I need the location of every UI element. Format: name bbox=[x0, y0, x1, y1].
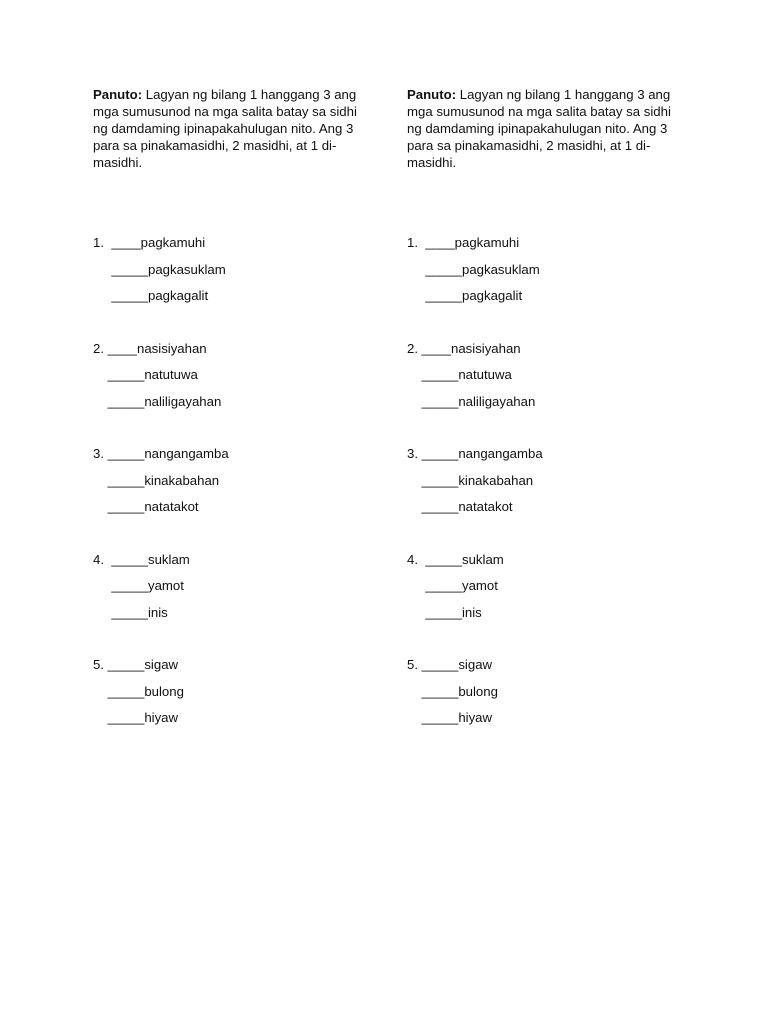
item-line: 2. ____nasisiyahan bbox=[93, 340, 207, 356]
item-line: _____natatakot bbox=[407, 499, 513, 514]
item-line: _____natutuwa bbox=[93, 367, 198, 382]
item-line: 5. _____sigaw bbox=[93, 657, 179, 672]
item-line: _____kinakabahan bbox=[93, 472, 220, 488]
item-line: 2. ____nasisiyahan bbox=[407, 340, 521, 356]
item-line: _____inis bbox=[93, 604, 168, 620]
worksheet-column-left bbox=[93, 86, 363, 763]
item-line: _____naliligayahan bbox=[407, 393, 536, 409]
item-line: _____hiyaw bbox=[407, 710, 493, 725]
item-line: _____bulong bbox=[407, 683, 498, 699]
item-line: _____pagkagalit bbox=[93, 288, 209, 303]
item-line: _____naliligayahan bbox=[93, 393, 222, 409]
item-line: _____bulong bbox=[93, 683, 184, 699]
item-line: _____kinakabahan bbox=[407, 472, 534, 488]
item-group-1 bbox=[93, 235, 363, 315]
item-line: _____natutuwa bbox=[407, 367, 512, 382]
item-list bbox=[407, 235, 677, 737]
item-group-4 bbox=[93, 552, 363, 632]
item-group-3 bbox=[93, 446, 363, 526]
instruction-text: Lagyan ng bilang 1 hanggang 3 ang mga sumusunod na mga salita batay sa sidhi ng damdaming ipinapakahulugan nito. Ang 3 para sa pinakamasidhi, 2 masidhi, at 1 di-masidhi. bbox=[407, 87, 671, 170]
item-line: 3. _____nangangamba bbox=[93, 446, 229, 461]
instructions bbox=[407, 86, 677, 171]
item-line: _____pagkasuklam bbox=[407, 261, 540, 277]
item-group-4 bbox=[407, 552, 677, 632]
instructions bbox=[93, 86, 363, 171]
item-line: 5. _____sigaw bbox=[407, 657, 493, 672]
item-group-5 bbox=[407, 657, 677, 737]
item-line: _____natatakot bbox=[93, 499, 199, 514]
item-line: 4. _____suklam bbox=[407, 551, 504, 567]
instruction-label: Panuto: bbox=[93, 87, 143, 102]
item-list bbox=[93, 235, 363, 737]
item-line: _____pagkasuklam bbox=[93, 261, 226, 277]
instruction-text: Lagyan ng bilang 1 hanggang 3 ang mga sumusunod na mga salita batay sa sidhi ng damdaming ipinapakahulugan nito. Ang 3 para sa pinakamasidhi, 2 masidhi, at 1 di-masidhi. bbox=[93, 87, 357, 170]
item-line: 1. ____pagkamuhi bbox=[93, 235, 206, 250]
item-line: _____hiyaw bbox=[93, 710, 179, 725]
item-group-2 bbox=[93, 341, 363, 421]
item-line: 1. ____pagkamuhi bbox=[407, 235, 520, 250]
item-group-1 bbox=[407, 235, 677, 315]
item-line: 4. _____suklam bbox=[93, 551, 190, 567]
item-line: _____pagkagalit bbox=[407, 288, 523, 303]
item-line: 3. _____nangangamba bbox=[407, 446, 543, 461]
item-group-2 bbox=[407, 341, 677, 421]
item-line: _____yamot bbox=[93, 578, 184, 593]
item-group-3 bbox=[407, 446, 677, 526]
item-line: _____yamot bbox=[407, 578, 498, 593]
instruction-label: Panuto: bbox=[407, 87, 457, 102]
item-line: _____inis bbox=[407, 604, 482, 620]
item-group-5 bbox=[93, 657, 363, 737]
worksheet-column-right bbox=[407, 86, 677, 763]
